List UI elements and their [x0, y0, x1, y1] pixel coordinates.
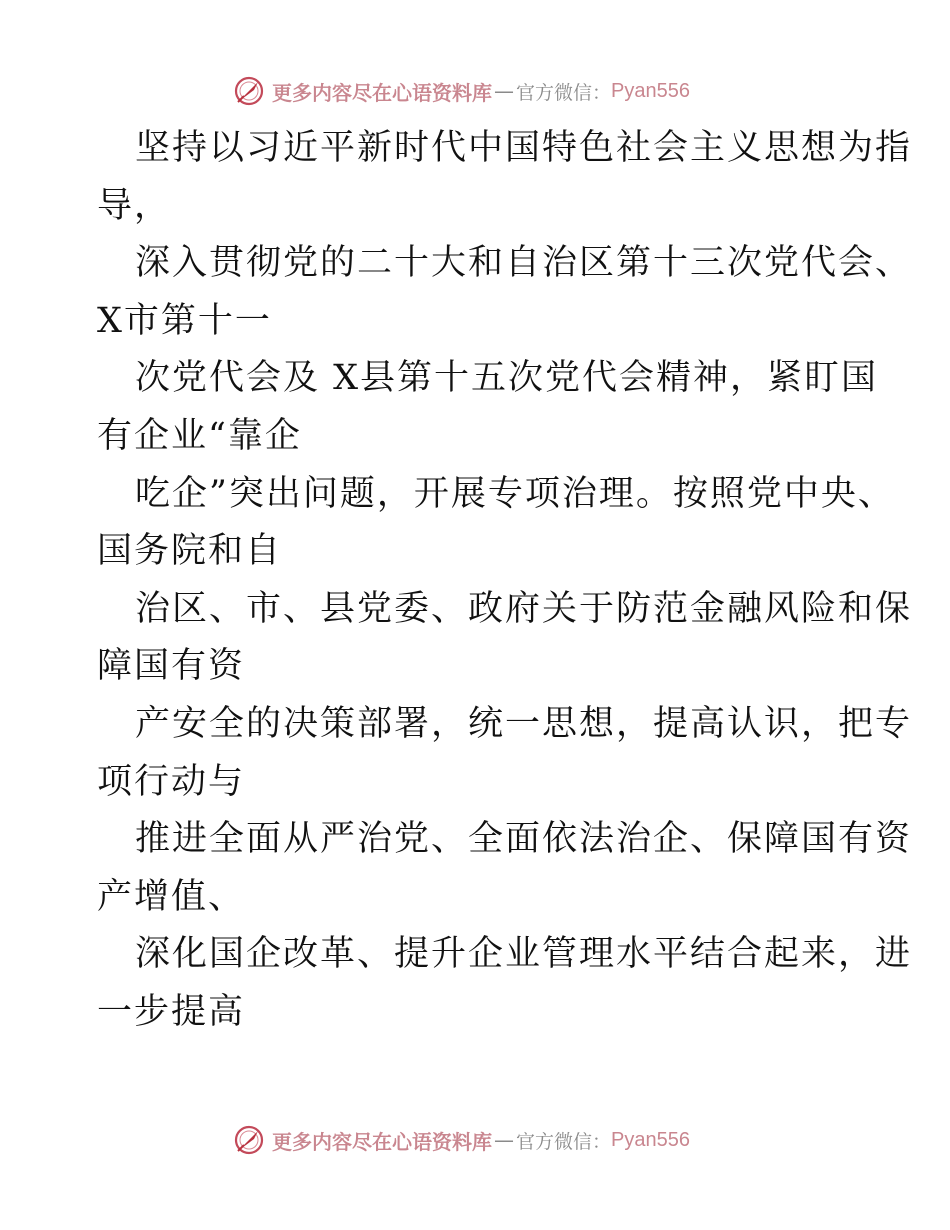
paragraph-line: X市第十一 — [97, 300, 272, 341]
paragraph-line: 治区、市、县党委、政府关于防范金融风险和保 — [135, 588, 913, 629]
watermark-official-label: 官方微信： — [516, 1130, 612, 1153]
watermark-wechat-id: Pyan556 — [611, 1128, 690, 1151]
watermark-official-label: 官方微信： — [516, 81, 612, 104]
watermark-separator: — — [494, 79, 514, 103]
paragraph-line: 吃企”突出问题，开展专项治理。按照党中央、 — [135, 473, 895, 514]
paragraph-line: 深入贯彻党的二十大和自治区第十三次党代会、 — [135, 243, 913, 284]
paragraph-line: 一步提高 — [97, 991, 246, 1032]
watermark-separator: — — [494, 1128, 514, 1152]
document-body — [97, 120, 913, 1042]
watermark-brand-text: 更多内容尽在心语资料库 — [272, 1129, 492, 1154]
paragraph-line: 有企业“靠企 — [97, 415, 302, 456]
paragraph-line: 次党代会及 X县第十五次党代会精神，紧盯国 — [135, 358, 879, 399]
footer-watermark — [232, 1120, 690, 1160]
quill-pen-emblem-icon — [232, 1123, 266, 1157]
watermark-wechat-id: Pyan556 — [611, 79, 690, 102]
paragraph-line: 国务院和自 — [97, 531, 283, 572]
paragraph-line: 产安全的决策部署，统一思想，提高认识，把专 — [135, 703, 913, 744]
paragraph-line: 项行动与 — [97, 761, 246, 802]
paragraph-line: 推进全面从严治党、全面依法治企、保障国有资 — [135, 819, 913, 860]
paragraph-line: 障国有资 — [97, 646, 246, 687]
paragraph-line: 产增值、 — [97, 876, 246, 917]
paragraph-line: 坚持以习近平新时代中国特色社会主义思想为指 — [135, 128, 913, 168]
paragraph-line: 深化国企改革、提升企业管理水平结合起来，进 — [135, 934, 913, 975]
quill-pen-emblem-icon — [232, 74, 266, 108]
paragraph-line: 导， — [97, 185, 172, 226]
header-watermark — [232, 71, 690, 111]
watermark-brand-text: 更多内容尽在心语资料库 — [272, 80, 492, 105]
